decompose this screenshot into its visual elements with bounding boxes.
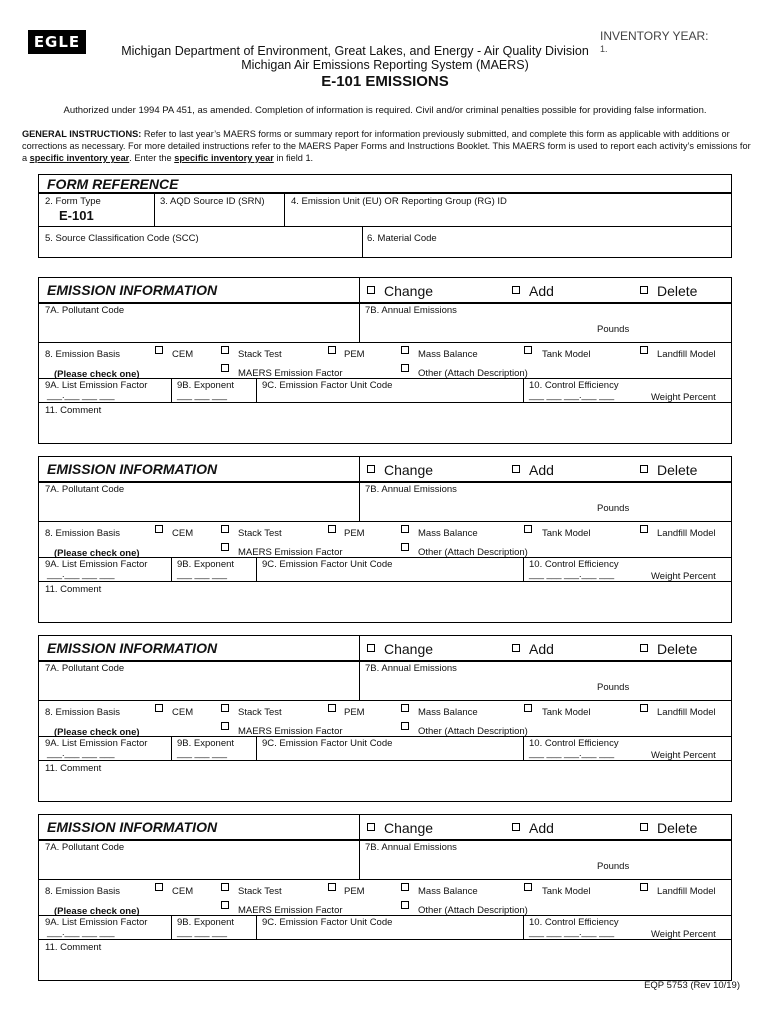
change-label: Change: [384, 283, 434, 299]
control-efficiency-input[interactable]: ___ ___ ___.___ ___: [529, 569, 615, 579]
weight-percent-unit: Weight Percent: [651, 392, 716, 403]
weight-percent-unit: Weight Percent: [651, 750, 716, 761]
landfill-model-checkbox[interactable]: [640, 704, 648, 712]
maers-factor-label: MAERS Emission Factor: [238, 547, 343, 558]
eu-label: 4. Emission Unit (EU) OR Reporting Group (RG) ID: [291, 196, 507, 207]
emission-information-section-3: [38, 635, 732, 802]
emission-information-title: EMISSION INFORMATION: [47, 640, 218, 656]
stack-test-checkbox[interactable]: [221, 883, 229, 891]
emission-basis-label: 8. Emission Basis: [45, 707, 120, 718]
other-label: Other (Attach Description): [418, 368, 528, 379]
tank-model-checkbox[interactable]: [524, 525, 532, 533]
add-checkbox[interactable]: [512, 465, 520, 473]
form-number: EQP 5753 (Rev 10/19): [644, 980, 740, 991]
exponent-label: 9B. Exponent: [177, 559, 235, 570]
other-checkbox[interactable]: [401, 543, 409, 551]
tank-model-label: Tank Model: [542, 528, 591, 539]
please-check-one: (Please check one): [54, 727, 140, 738]
add-label: Add: [529, 462, 554, 478]
mass-balance-label: Mass Balance: [418, 349, 478, 360]
mass-balance-label: Mass Balance: [418, 886, 478, 897]
tank-model-label: Tank Model: [542, 886, 591, 897]
annual-emissions-label: 7B. Annual Emissions: [365, 484, 457, 495]
tank-model-checkbox[interactable]: [524, 346, 532, 354]
instructions-lead: GENERAL INSTRUCTIONS:: [22, 129, 142, 139]
emission-factor-input[interactable]: ___.___ ___ ___: [47, 569, 115, 579]
add-label: Add: [529, 641, 554, 657]
landfill-model-checkbox[interactable]: [640, 346, 648, 354]
stack-test-checkbox[interactable]: [221, 346, 229, 354]
landfill-model-label: Landfill Model: [657, 349, 716, 360]
maers-factor-checkbox[interactable]: [221, 364, 229, 372]
emission-information-title: EMISSION INFORMATION: [47, 282, 218, 298]
delete-checkbox[interactable]: [640, 465, 648, 473]
other-label: Other (Attach Description): [418, 726, 528, 737]
change-checkbox[interactable]: [367, 644, 375, 652]
emission-information-section-2: [38, 456, 732, 623]
exponent-label: 9B. Exponent: [177, 738, 235, 749]
instructions-text-3: in field 1.: [273, 153, 314, 163]
comment-label: 11. Comment: [45, 405, 102, 416]
emission-factor-input[interactable]: ___.___ ___ ___: [47, 927, 115, 937]
delete-label: Delete: [657, 283, 698, 299]
pem-label: PEM: [344, 707, 365, 718]
other-checkbox[interactable]: [401, 901, 409, 909]
comment-label: 11. Comment: [45, 763, 102, 774]
factor-unit-label: 9C. Emission Factor Unit Code: [262, 380, 393, 391]
control-efficiency-label: 10. Control Efficiency: [529, 559, 619, 570]
emission-information-title: EMISSION INFORMATION: [47, 461, 218, 477]
control-efficiency-label: 10. Control Efficiency: [529, 917, 619, 928]
change-label: Change: [384, 462, 434, 478]
other-checkbox[interactable]: [401, 364, 409, 372]
maers-factor-label: MAERS Emission Factor: [238, 368, 343, 379]
emission-basis-label: 8. Emission Basis: [45, 886, 120, 897]
pem-checkbox[interactable]: [328, 346, 336, 354]
emission-factor-input[interactable]: ___.___ ___ ___: [47, 748, 115, 758]
pem-label: PEM: [344, 528, 365, 539]
scc-label: 5. Source Classification Code (SCC): [45, 233, 199, 244]
landfill-model-label: Landfill Model: [657, 707, 716, 718]
instructions-text-1: Refer to last year’s MAERS forms or summary report for information previously submitted, and complete this form as applicable with additions or corrections as necessary. For more detailed instructions refer to the MAERS Paper Forms and Instructions Booklet. This MAERS form is used to report each activity’s emissions for a: [22, 129, 751, 163]
pounds-unit: Pounds: [597, 503, 630, 514]
mass-balance-label: Mass Balance: [418, 707, 478, 718]
cem-label: CEM: [172, 349, 194, 360]
landfill-model-label: Landfill Model: [657, 528, 716, 539]
pem-checkbox[interactable]: [328, 883, 336, 891]
maers-factor-checkbox[interactable]: [221, 901, 229, 909]
control-efficiency-label: 10. Control Efficiency: [529, 380, 619, 391]
delete-label: Delete: [657, 820, 698, 836]
pem-label: PEM: [344, 886, 365, 897]
control-efficiency-input[interactable]: ___ ___ ___.___ ___: [529, 748, 615, 758]
add-checkbox[interactable]: [512, 286, 520, 294]
maers-factor-checkbox[interactable]: [221, 722, 229, 730]
general-instructions: [22, 128, 752, 164]
cem-checkbox[interactable]: [155, 704, 163, 712]
annual-emissions-label: 7B. Annual Emissions: [365, 305, 457, 316]
stack-test-label: Stack Test: [238, 528, 282, 539]
delete-checkbox[interactable]: [640, 644, 648, 652]
mass-balance-checkbox[interactable]: [401, 525, 409, 533]
weight-percent-unit: Weight Percent: [651, 929, 716, 940]
form-type-label: 2. Form Type: [45, 196, 101, 207]
landfill-model-label: Landfill Model: [657, 886, 716, 897]
mass-balance-checkbox[interactable]: [401, 704, 409, 712]
landfill-model-checkbox[interactable]: [640, 883, 648, 891]
factor-unit-label: 9C. Emission Factor Unit Code: [262, 917, 393, 928]
form-type-value[interactable]: E-101: [59, 208, 94, 223]
pollutant-code-label: 7A. Pollutant Code: [45, 484, 125, 495]
maers-factor-checkbox[interactable]: [221, 543, 229, 551]
stack-test-checkbox[interactable]: [221, 525, 229, 533]
material-code-label: 6. Material Code: [367, 233, 437, 244]
exponent-label: 9B. Exponent: [177, 917, 235, 928]
exponent-label: 9B. Exponent: [177, 380, 235, 391]
add-label: Add: [529, 283, 554, 299]
stack-test-label: Stack Test: [238, 886, 282, 897]
weight-percent-unit: Weight Percent: [651, 571, 716, 582]
instructions-emphasis-1: specific inventory year: [29, 153, 130, 163]
exponent-input[interactable]: ___ ___ ___: [177, 569, 228, 579]
other-label: Other (Attach Description): [418, 905, 528, 916]
cem-checkbox[interactable]: [155, 525, 163, 533]
add-checkbox[interactable]: [512, 644, 520, 652]
form-title: E-101 EMISSIONS: [321, 73, 449, 90]
delete-label: Delete: [657, 462, 698, 478]
pem-label: PEM: [344, 349, 365, 360]
exponent-input[interactable]: ___ ___ ___: [177, 927, 228, 937]
form-reference-title: FORM REFERENCE: [47, 176, 179, 192]
landfill-model-checkbox[interactable]: [640, 525, 648, 533]
change-label: Change: [384, 820, 434, 836]
cem-label: CEM: [172, 528, 194, 539]
other-label: Other (Attach Description): [418, 547, 528, 558]
emission-factor-label: 9A. List Emission Factor: [45, 917, 148, 928]
cem-label: CEM: [172, 886, 194, 897]
mass-balance-checkbox[interactable]: [401, 883, 409, 891]
annual-emissions-label: 7B. Annual Emissions: [365, 663, 457, 674]
instructions-emphasis-2: specific inventory year: [174, 153, 274, 163]
inventory-year-field[interactable]: 1.: [600, 44, 608, 54]
department-name: Michigan Department of Environment, Great Lakes, and Energy - Air Quality Division: [121, 44, 589, 58]
factor-unit-label: 9C. Emission Factor Unit Code: [262, 738, 393, 749]
please-check-one: (Please check one): [54, 369, 140, 380]
pounds-unit: Pounds: [597, 324, 630, 335]
tank-model-label: Tank Model: [542, 349, 591, 360]
annual-emissions-label: 7B. Annual Emissions: [365, 842, 457, 853]
control-efficiency-input[interactable]: ___ ___ ___.___ ___: [529, 927, 615, 937]
change-checkbox[interactable]: [367, 286, 375, 294]
mass-balance-label: Mass Balance: [418, 528, 478, 539]
emission-factor-input[interactable]: ___.___ ___ ___: [47, 390, 115, 400]
authorization-notice: Authorized under 1994 PA 451, as amended. Completion of information is required. Civil and/or criminal penalties possible for providing false information.: [63, 105, 707, 116]
emission-factor-label: 9A. List Emission Factor: [45, 738, 148, 749]
tank-model-label: Tank Model: [542, 707, 591, 718]
tank-model-checkbox[interactable]: [524, 883, 532, 891]
change-checkbox[interactable]: [367, 823, 375, 831]
delete-checkbox[interactable]: [640, 823, 648, 831]
maers-factor-label: MAERS Emission Factor: [238, 905, 343, 916]
maers-factor-label: MAERS Emission Factor: [238, 726, 343, 737]
factor-unit-label: 9C. Emission Factor Unit Code: [262, 559, 393, 570]
inventory-year-label: INVENTORY YEAR:: [600, 29, 709, 43]
stack-test-checkbox[interactable]: [221, 704, 229, 712]
instructions-text-2: . Enter the: [129, 153, 175, 163]
stack-test-label: Stack Test: [238, 349, 282, 360]
emission-factor-label: 9A. List Emission Factor: [45, 559, 148, 570]
pem-checkbox[interactable]: [328, 704, 336, 712]
pollutant-code-label: 7A. Pollutant Code: [45, 305, 125, 316]
comment-label: 11. Comment: [45, 942, 102, 953]
control-efficiency-input[interactable]: ___ ___ ___.___ ___: [529, 390, 615, 400]
srn-label: 3. AQD Source ID (SRN): [160, 196, 265, 207]
pollutant-code-label: 7A. Pollutant Code: [45, 842, 125, 853]
add-checkbox[interactable]: [512, 823, 520, 831]
pem-checkbox[interactable]: [328, 525, 336, 533]
mass-balance-checkbox[interactable]: [401, 346, 409, 354]
change-label: Change: [384, 641, 434, 657]
emission-factor-label: 9A. List Emission Factor: [45, 380, 148, 391]
emission-information-section-4: [38, 814, 732, 981]
pounds-unit: Pounds: [597, 861, 630, 872]
cem-label: CEM: [172, 707, 194, 718]
control-efficiency-label: 10. Control Efficiency: [529, 738, 619, 749]
emission-basis-label: 8. Emission Basis: [45, 528, 120, 539]
system-name: Michigan Air Emissions Reporting System (MAERS): [241, 58, 529, 72]
pounds-unit: Pounds: [597, 682, 630, 693]
please-check-one: (Please check one): [54, 548, 140, 559]
emission-basis-label: 8. Emission Basis: [45, 349, 120, 360]
add-label: Add: [529, 820, 554, 836]
emission-information-section-1: [38, 277, 732, 444]
cem-checkbox[interactable]: [155, 346, 163, 354]
change-checkbox[interactable]: [367, 465, 375, 473]
please-check-one: (Please check one): [54, 906, 140, 917]
exponent-input[interactable]: ___ ___ ___: [177, 748, 228, 758]
delete-label: Delete: [657, 641, 698, 657]
other-checkbox[interactable]: [401, 722, 409, 730]
exponent-input[interactable]: ___ ___ ___: [177, 390, 228, 400]
egle-logo: EGLE: [28, 30, 86, 54]
emission-information-title: EMISSION INFORMATION: [47, 819, 218, 835]
pollutant-code-label: 7A. Pollutant Code: [45, 663, 125, 674]
form-reference-section: [38, 174, 732, 258]
stack-test-label: Stack Test: [238, 707, 282, 718]
comment-label: 11. Comment: [45, 584, 102, 595]
delete-checkbox[interactable]: [640, 286, 648, 294]
tank-model-checkbox[interactable]: [524, 704, 532, 712]
cem-checkbox[interactable]: [155, 883, 163, 891]
